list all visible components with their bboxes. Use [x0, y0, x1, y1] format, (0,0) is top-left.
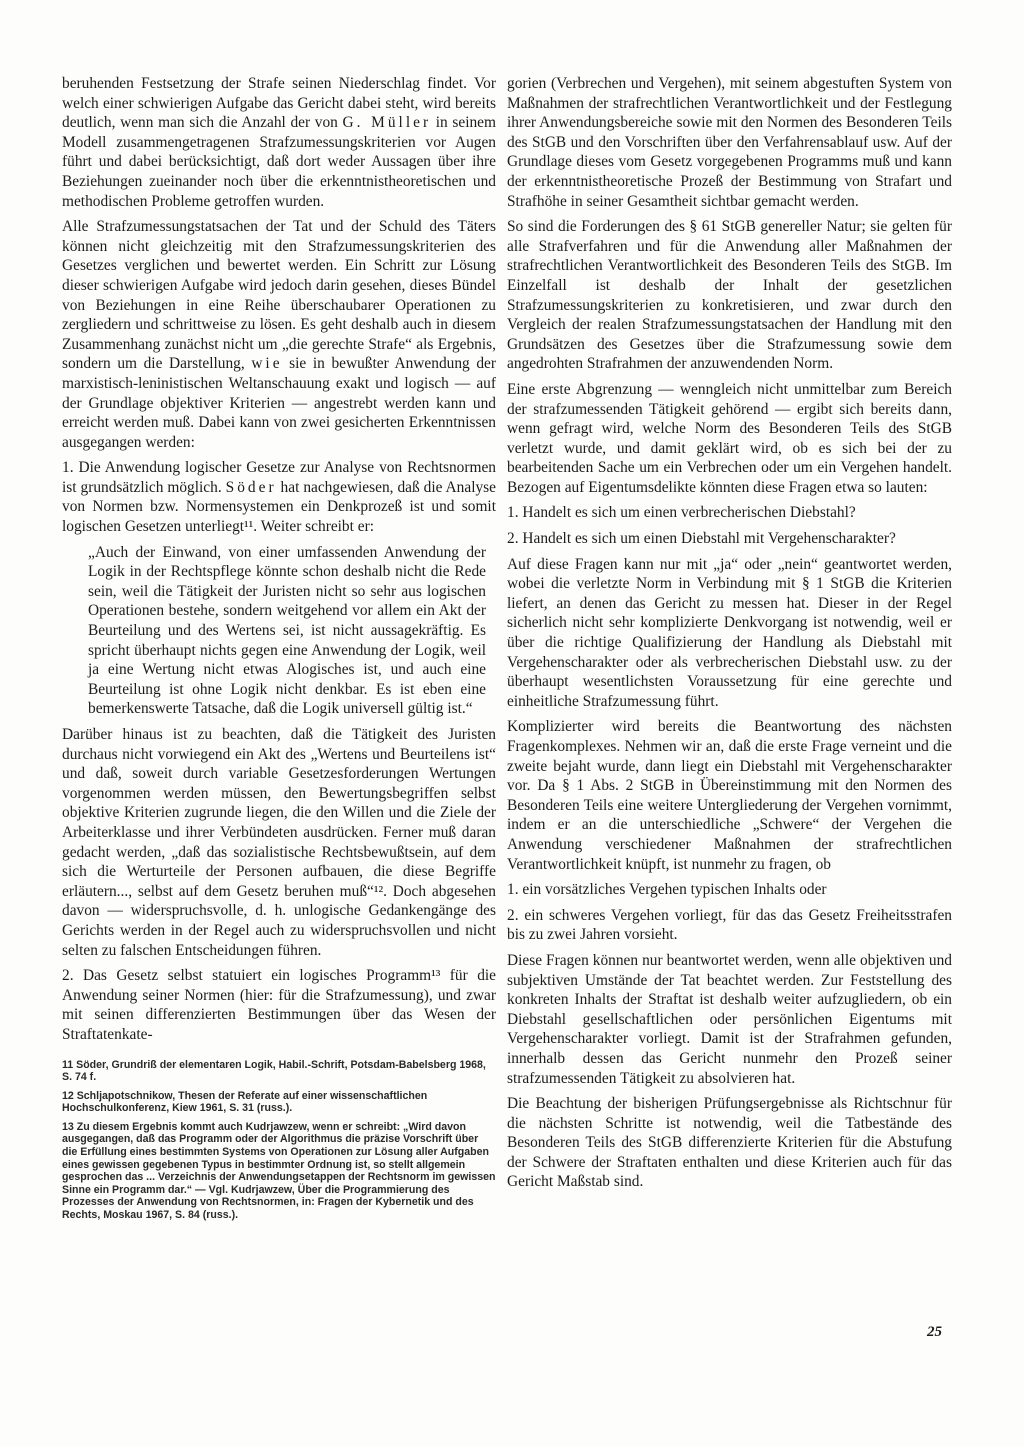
question-item: 1. Handelt es sich um einen verbrecherischen Diebstahl?: [507, 504, 856, 522]
paragraph-text: in seinem Modell zusammengetragenen Strafzumessungskriterien vor Augen führt und dabei berücksichtigt, daß dort weder Aussagen über ihre Beziehungen zueinander noch über die erkenntnistheoretischen und methodischen Probleme getroffen wurden.: [62, 114, 496, 210]
paragraph: gorien (Verbrechen und Vergehen), mit seinem abgestuften System von Maßnahmen der strafrechtlichen Verantwortlichkeit und der Festlegung ihrer Anwendungsbereiche sowie mit den Normen des Besonderen Teils des StGB und den Vorschriften über den Verfahrensablauf usw. Auf der Grundlage dieses vom Gesetz vorgegebenen Programms muß und kann der erkenntnistheoretische Prozeß der Bestimmung von Strafart und Strafhöhe in seiner Gesamtheit sichtbar gemacht werden.: [507, 75, 952, 210]
footnotes: [62, 1059, 496, 1222]
author-name: G. Müller: [342, 114, 432, 132]
paragraph: Diese Fragen können nur beantwortet werden, wenn alle objektiven und subjektiven Umstände der Tat beachtet werden. Zur Feststellung des konkreten Inhalts der Straftat ist deshalb weiter aufzugliedern, ob ein Diebstahl gesellschaftlichen oder persönlichen Eigentums mit Vergehenscharakter vorliegt. Damit ist der Strafrahmen gefunden, innerhalb dessen das Gericht nunmehr den Prozeß seiner strafzumessenden Tätigkeit zu absolvieren hat.: [507, 951, 952, 1087]
paragraph: Darüber hinaus ist zu beachten, daß die Tätigkeit des Juristen durchaus nicht vorwiegend ein Akt des „Wertens und Beurteilens ist“ und daß, soweit durch variable Gesetzesforderungen Wertungen vorgenommen werden müssen, den Bewertungsbegriffen selbst objektive Kriterien zugrunde liegen, die den Willen und die Ziele der Arbeiterklasse und ihrer Verbündeten ausdrücken. Ferner muß daran gedacht werden, „daß das sozialistische Rechtsbewußtsein, auf dem sich die Werturteile der Personen aufbauen, die diese Begriffe erläutern..., selbst auf dem Gesetz beruhen muß“¹². Doch abgesehen davon — widerspruchsvolle, d. h. unlogische Gedankengänge des Gerichts werden in der Regel auch zu widerspruchsvollen und nicht selten zu falschen Entscheidungen führen.: [62, 726, 496, 959]
footnote: 11 Söder, Grundriß der elementaren Logik, Habil.-Schrift, Potsdam-Babelsberg 1968, S. 74 f.: [62, 1058, 486, 1084]
emphasis-word: wie: [251, 355, 283, 373]
list-item-text: 1. Die Anwendung logischer Gesetze zur Analyse von Rechtsnormen ist grundsätzlich möglich.: [62, 459, 496, 496]
paragraph-text: beruhenden Festsetzung der Strafe seinen Niederschlag findet. Vor welch einer schwierigen Aufgabe das Gericht dabei steht, wird bereits deutlich, wenn man sich die Anzahl der von: [62, 75, 496, 132]
paragraph: [62, 74, 496, 211]
block-quote: „Auch der Einwand, von einer umfassenden Anwendung der Logik in der Rechtspflege könnte schon deshalb nicht die Rede sein, weil die Tätigkeit der Juristen nicht so sehr aus logischen Operationen bestehe, sondern weitgehend vor allem ein Akt der Beurteilung und des Wertens sei, ist nicht aussagekräftig. Es spricht überhaupt nichts gegen eine Anwendung der Logik, weil ja eine Wertung nicht etwas Alogisches ist, und auch eine Beurteilung ist ohne Logik nicht denkbar. Es ist eben eine bemerkenswerte Tatsache, daß die Logik universell gültig ist.“: [88, 543, 486, 718]
list-item: 2. Das Gesetz selbst statuiert ein logisches Programm¹³ für die Anwendung seiner Normen (hier: für die Strafzumessung), und zwar mit seinen differenzierten Bestimmungen über das Wesen der Straftatenkate-: [62, 967, 496, 1043]
option-item: 1. ein vorsätzliches Vergehen typischen Inhalts oder: [507, 881, 827, 899]
option-item: 2. ein schweres Vergehen vorliegt, für das das Gesetz Freiheitsstrafen bis zu zwei Jahren vorsieht.: [507, 906, 952, 944]
paragraph: Komplizierter wird bereits die Beantwortung des nächsten Fragenkomplexes. Nehmen wir an, daß die erste Frage verneint und die zweite bejaht wurde, dann liegt ein Diebstahl mit Vergehenscharakter vor. Da § 1 Abs. 2 StGB in Übereinstimmung mit den Normen des Besonderen Teils eine weitere Untergliederung der Vergehen vornimmt, indem er an die unterschiedliche „Schwere“ der Vergehen die Anwendung verschiedener Maßnahmen der strafrechtlichen Verantwortlichkeit knüpft, ist nunmehr zu fragen, ob: [507, 718, 952, 873]
paragraph: So sind die Forderungen des § 61 StGB genereller Natur; sie gelten für alle Strafverfahren und für die Anwendung aller Maßnahmen der strafrechtlichen Verantwortlichkeit des Besonderen Teils des StGB. Im Einzelfall ist deshalb der Inhalt der gesetzlichen Strafzumessungskriterien zu konkretisieren, und zwar durch den Vergleich der realen Strafzumessungstatsachen der Handlung mit den Grundsätzen des Gesetzes über die Strafzumessung sowie dem angedrohten Strafrahmen der anzuwendenden Norm.: [507, 218, 952, 373]
paragraph-text: sie in bewußter Anwendung der marxistisch-leninistischen Weltanschauung exakt und logisch — auf der Grundlage objektiver Kriterien — angestrebt werden kann und erreicht werden muß. Dabei kann von zwei gesicherten Erkenntnissen ausgegangen werden:: [62, 355, 496, 451]
list-item: [62, 458, 496, 536]
left-column: [62, 74, 496, 1228]
paragraph-text: Alle Strafzumessungstatsachen der Tat und der Schuld des Täters können nicht gleichzeitig mit den Strafzumessungskriterien des Gesetzes verglichen und bewertet werden. Ein Schritt zur Lösung dieser schwierigen Aufgabe wird jedoch darin gesehen, dieses Bündel von Beziehungen in eine Reihe überschaubarer Operationen zu zergliedern und schrittweise zu lösen. Es geht deshalb auch in diesem Zusammenhang zunächst nicht um „die gerechte Strafe“ als Ergebnis, sondern um die Darstellung,: [62, 218, 496, 373]
author-name: Söder: [225, 478, 277, 496]
footnote: 13 Zu diesem Ergebnis kommt auch Kudrjawzew, wenn er schreibt: „Wird davon ausgegangen, daß das Programm oder der Algorithmus die präzise Vorschrift über die Erfüllung eines bestimmten Systems von Operationen zur Lösung aller Aufgaben eines gewissen gegebenen Typus in bestimmter Ordnung ist, so stellt allgemein gesprochen das ... Verzeichnis der Anwendungsetappen der Rechtsnorm im gewissen Sinne ein Programm dar.“ — Vgl. Kudrjawzew, Über die Programmierung des Prozesses der Anwendung von Rechtsnormen, in: Fragen der Kybernetik und des Rechts, Moskau 1967, S. 84 (russ.).: [62, 1120, 496, 1222]
paragraph: Die Beachtung der bisherigen Prüfungsergebnisse als Richtschnur für die nächsten Schritte ist notwendig, weil die Tatbestände des Besonderen Teils des StGB differenzierte Kriterien für die Abstufung der Schwere der Straftaten enthalten und diese Kriterien auch für das Gericht Maßstab sind.: [507, 1095, 952, 1191]
paragraph: Eine erste Abgrenzung — wenngleich nicht unmittelbar zum Bereich der strafzumessenden Tätigkeit gehörend — ergibt sich bereits dann, wenn gefragt wird, welche Norm des Besonderen Teils des StGB verletzt wurde, und damit geklärt wird, ob es sich bei der zu bearbeitenden Sache um ein Verbrechen oder um ein Vergehen handelt. Bezogen auf Eigentumsdelikte könnten diese Fragen etwa so lauten:: [507, 380, 952, 496]
right-column: [507, 74, 952, 1198]
paragraph: Auf diese Fragen kann nur mit „ja“ oder „nein“ geantwortet werden, wobei die verletzte Norm in Verbindung mit § 1 StGB die Kriterien liefert, an denen das Gericht zu messen hat. Dieser in der Regel sicherlich nicht sehr komplizierte Denkvorgang ist notwendig, weil er über die richtige Qualifizierung der Handlung als Diebstahl mit Vergehenscharakter oder als verbrecherischen Diebstahl usw. zu der überhaupt wesentlichsten Voraussetzung für eine gerechte und einheitliche Strafzumessung führt.: [507, 555, 952, 710]
page-number: 25: [927, 1324, 942, 1340]
footnote: 12 Schljapotschnikow, Thesen der Referate auf einer wissenschaftlichen Hochschulkonferenz, Kiew 1961, S. 31 (russ.).: [62, 1089, 428, 1115]
list-item-text: hat nachgewiesen, daß die Analyse von Normen bzw. Normensystemen ein Denkprozeß ist und somit logischen Gesetzen unterliegt¹¹. Weiter schreibt er:: [62, 478, 496, 536]
question-item: 2. Handelt es sich um einen Diebstahl mit Vergehenscharakter?: [507, 530, 896, 548]
paragraph: [62, 217, 496, 452]
